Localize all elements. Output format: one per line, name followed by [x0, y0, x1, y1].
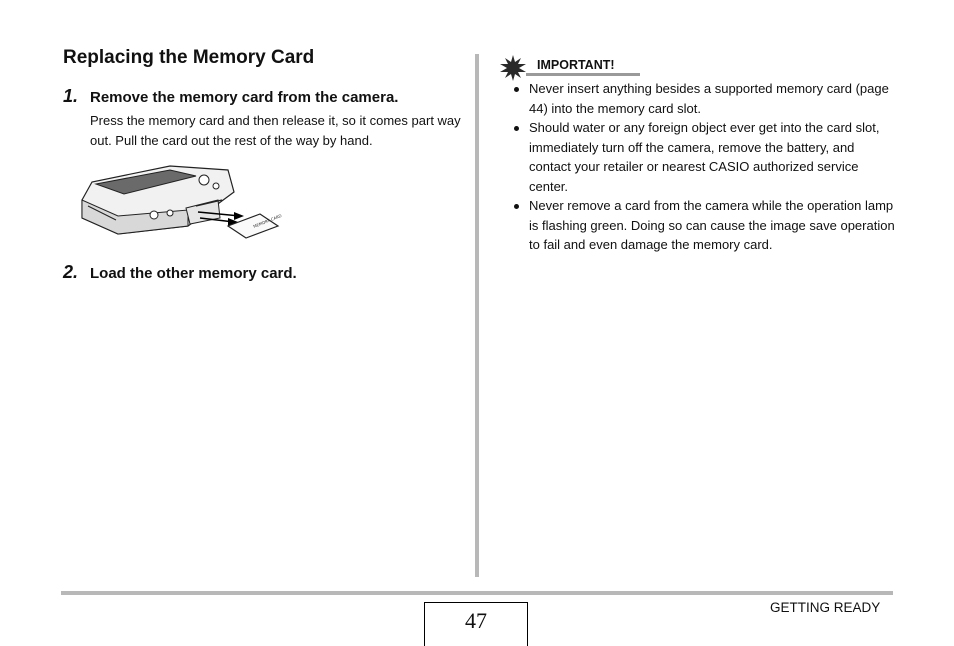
- footer-rule: [61, 591, 893, 595]
- important-list: [510, 79, 895, 255]
- bullet-icon: [514, 204, 519, 209]
- camera-card-illustration: [78, 160, 283, 245]
- step-number: 2.: [63, 262, 79, 282]
- starburst-icon: [500, 55, 526, 81]
- important-label: IMPORTANT!: [537, 58, 615, 72]
- step-description: Press the memory card and then release it, so it comes part way out. Pull the card out the rest of the way by hand.: [90, 113, 461, 148]
- step-number: 1.: [63, 86, 79, 106]
- page-title: Replacing the Memory Card: [63, 47, 315, 68]
- list-item: Should water or any foreign object ever get into the card slot, immediately turn off the camera, remove the battery, and contact your retailer or nearest CASIO authorized service center.: [510, 118, 895, 196]
- bullet-icon: [514, 126, 519, 131]
- list-item: Never remove a card from the camera while the operation lamp is flashing green. Doing so can cause the image save operation to fail and even damage the memory card.: [510, 196, 895, 255]
- camera-illustration: [78, 160, 283, 240]
- important-underline: [526, 73, 640, 76]
- page-number-box: [424, 602, 528, 646]
- page-number: 47: [465, 608, 487, 633]
- important-header: [500, 55, 640, 79]
- section-label: GETTING READY: [770, 600, 881, 615]
- column-divider: [475, 54, 479, 577]
- step-heading: Load the other memory card.: [90, 265, 297, 282]
- step-heading: Remove the memory card from the camera.: [90, 89, 399, 106]
- list-item: Never insert anything besides a supported memory card (page 44) into the memory card slot.: [510, 79, 895, 118]
- bullet-icon: [514, 87, 519, 92]
- card-label: MEMORY CARD: [252, 212, 283, 229]
